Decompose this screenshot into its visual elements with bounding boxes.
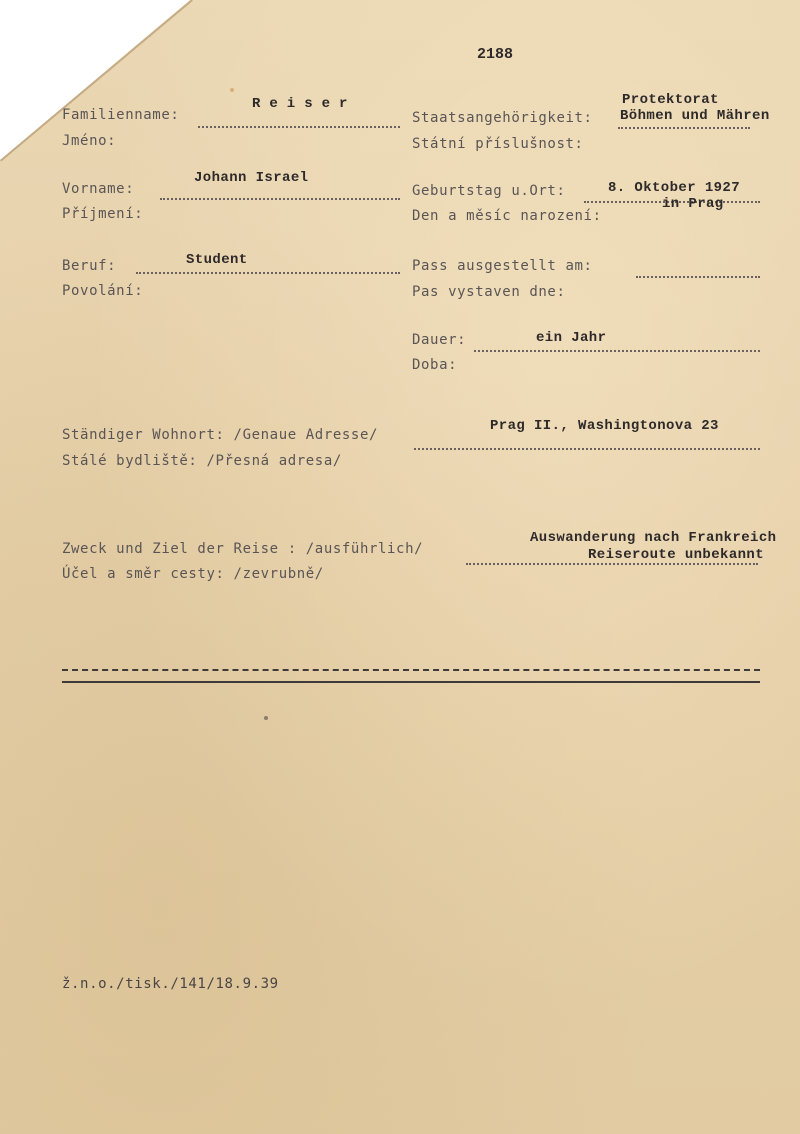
purpose-line: [466, 563, 758, 565]
passport-label-de: Pass ausgestellt am:: [412, 258, 593, 274]
birth-place-value: in Prag: [662, 196, 724, 212]
citizenship-label-de: Staatsangehörigkeit:: [412, 110, 593, 126]
print-reference: ž.n.o./tisk./141/18.9.39: [62, 976, 279, 992]
birth-label-cz: Den a měsíc narození:: [412, 208, 602, 224]
purpose-value-line-2: Reiseroute unbekannt: [588, 547, 765, 563]
occupation-label-cz: Povolání:: [62, 283, 144, 299]
occupation-line: [136, 272, 400, 274]
citizenship-value-line-1: Protektorat: [622, 92, 719, 108]
residence-label-de: Ständiger Wohnort: /Genaue Adresse/: [62, 427, 379, 443]
duration-line: [474, 350, 760, 352]
occupation-value: Student: [186, 252, 248, 268]
passport-label-cz: Pas vystaven dne:: [412, 284, 566, 300]
purpose-label-cz: Účel a směr cesty: /zevrubně/: [62, 566, 324, 582]
duration-label-de: Dauer:: [412, 332, 467, 348]
paper-speck: [230, 88, 234, 92]
citizenship-value-line-2: Böhmen und Mähren: [620, 108, 770, 124]
residence-line: [414, 448, 760, 450]
page-number: 2188: [477, 46, 514, 63]
separator-line-upper: [62, 669, 760, 671]
purpose-value-line-1: Auswanderung nach Frankreich: [530, 530, 777, 546]
first-name-label-de: Vorname:: [62, 181, 135, 197]
family-name-value: Reiser: [252, 96, 357, 112]
residence-value: Prag II., Washingtonova 23: [490, 418, 719, 434]
duration-label-cz: Doba:: [412, 357, 458, 373]
citizenship-line: [618, 127, 750, 129]
residence-label-cz: Stálé bydliště: /Přesná adresa/: [62, 453, 342, 469]
family-name-label-de: Familienname:: [62, 107, 180, 123]
citizenship-label-cz: Státní příslušnost:: [412, 136, 584, 152]
birth-label-de: Geburtstag u.Ort:: [412, 183, 566, 199]
paper-speck: [264, 716, 268, 720]
duration-value: ein Jahr: [536, 330, 607, 346]
family-name-line: [198, 126, 400, 128]
first-name-label-cz: Příjmení:: [62, 206, 144, 222]
first-name-line: [160, 198, 400, 200]
first-name-value: Johann Israel: [194, 170, 309, 186]
passport-line: [636, 276, 760, 278]
birth-date-value: 8. Oktober 1927: [608, 180, 741, 196]
separator-line-lower: [62, 681, 760, 683]
purpose-label-de: Zweck und Ziel der Reise : /ausführlich/: [62, 541, 424, 557]
family-name-label-cz: Jméno:: [62, 133, 117, 149]
occupation-label-de: Beruf:: [62, 258, 117, 274]
